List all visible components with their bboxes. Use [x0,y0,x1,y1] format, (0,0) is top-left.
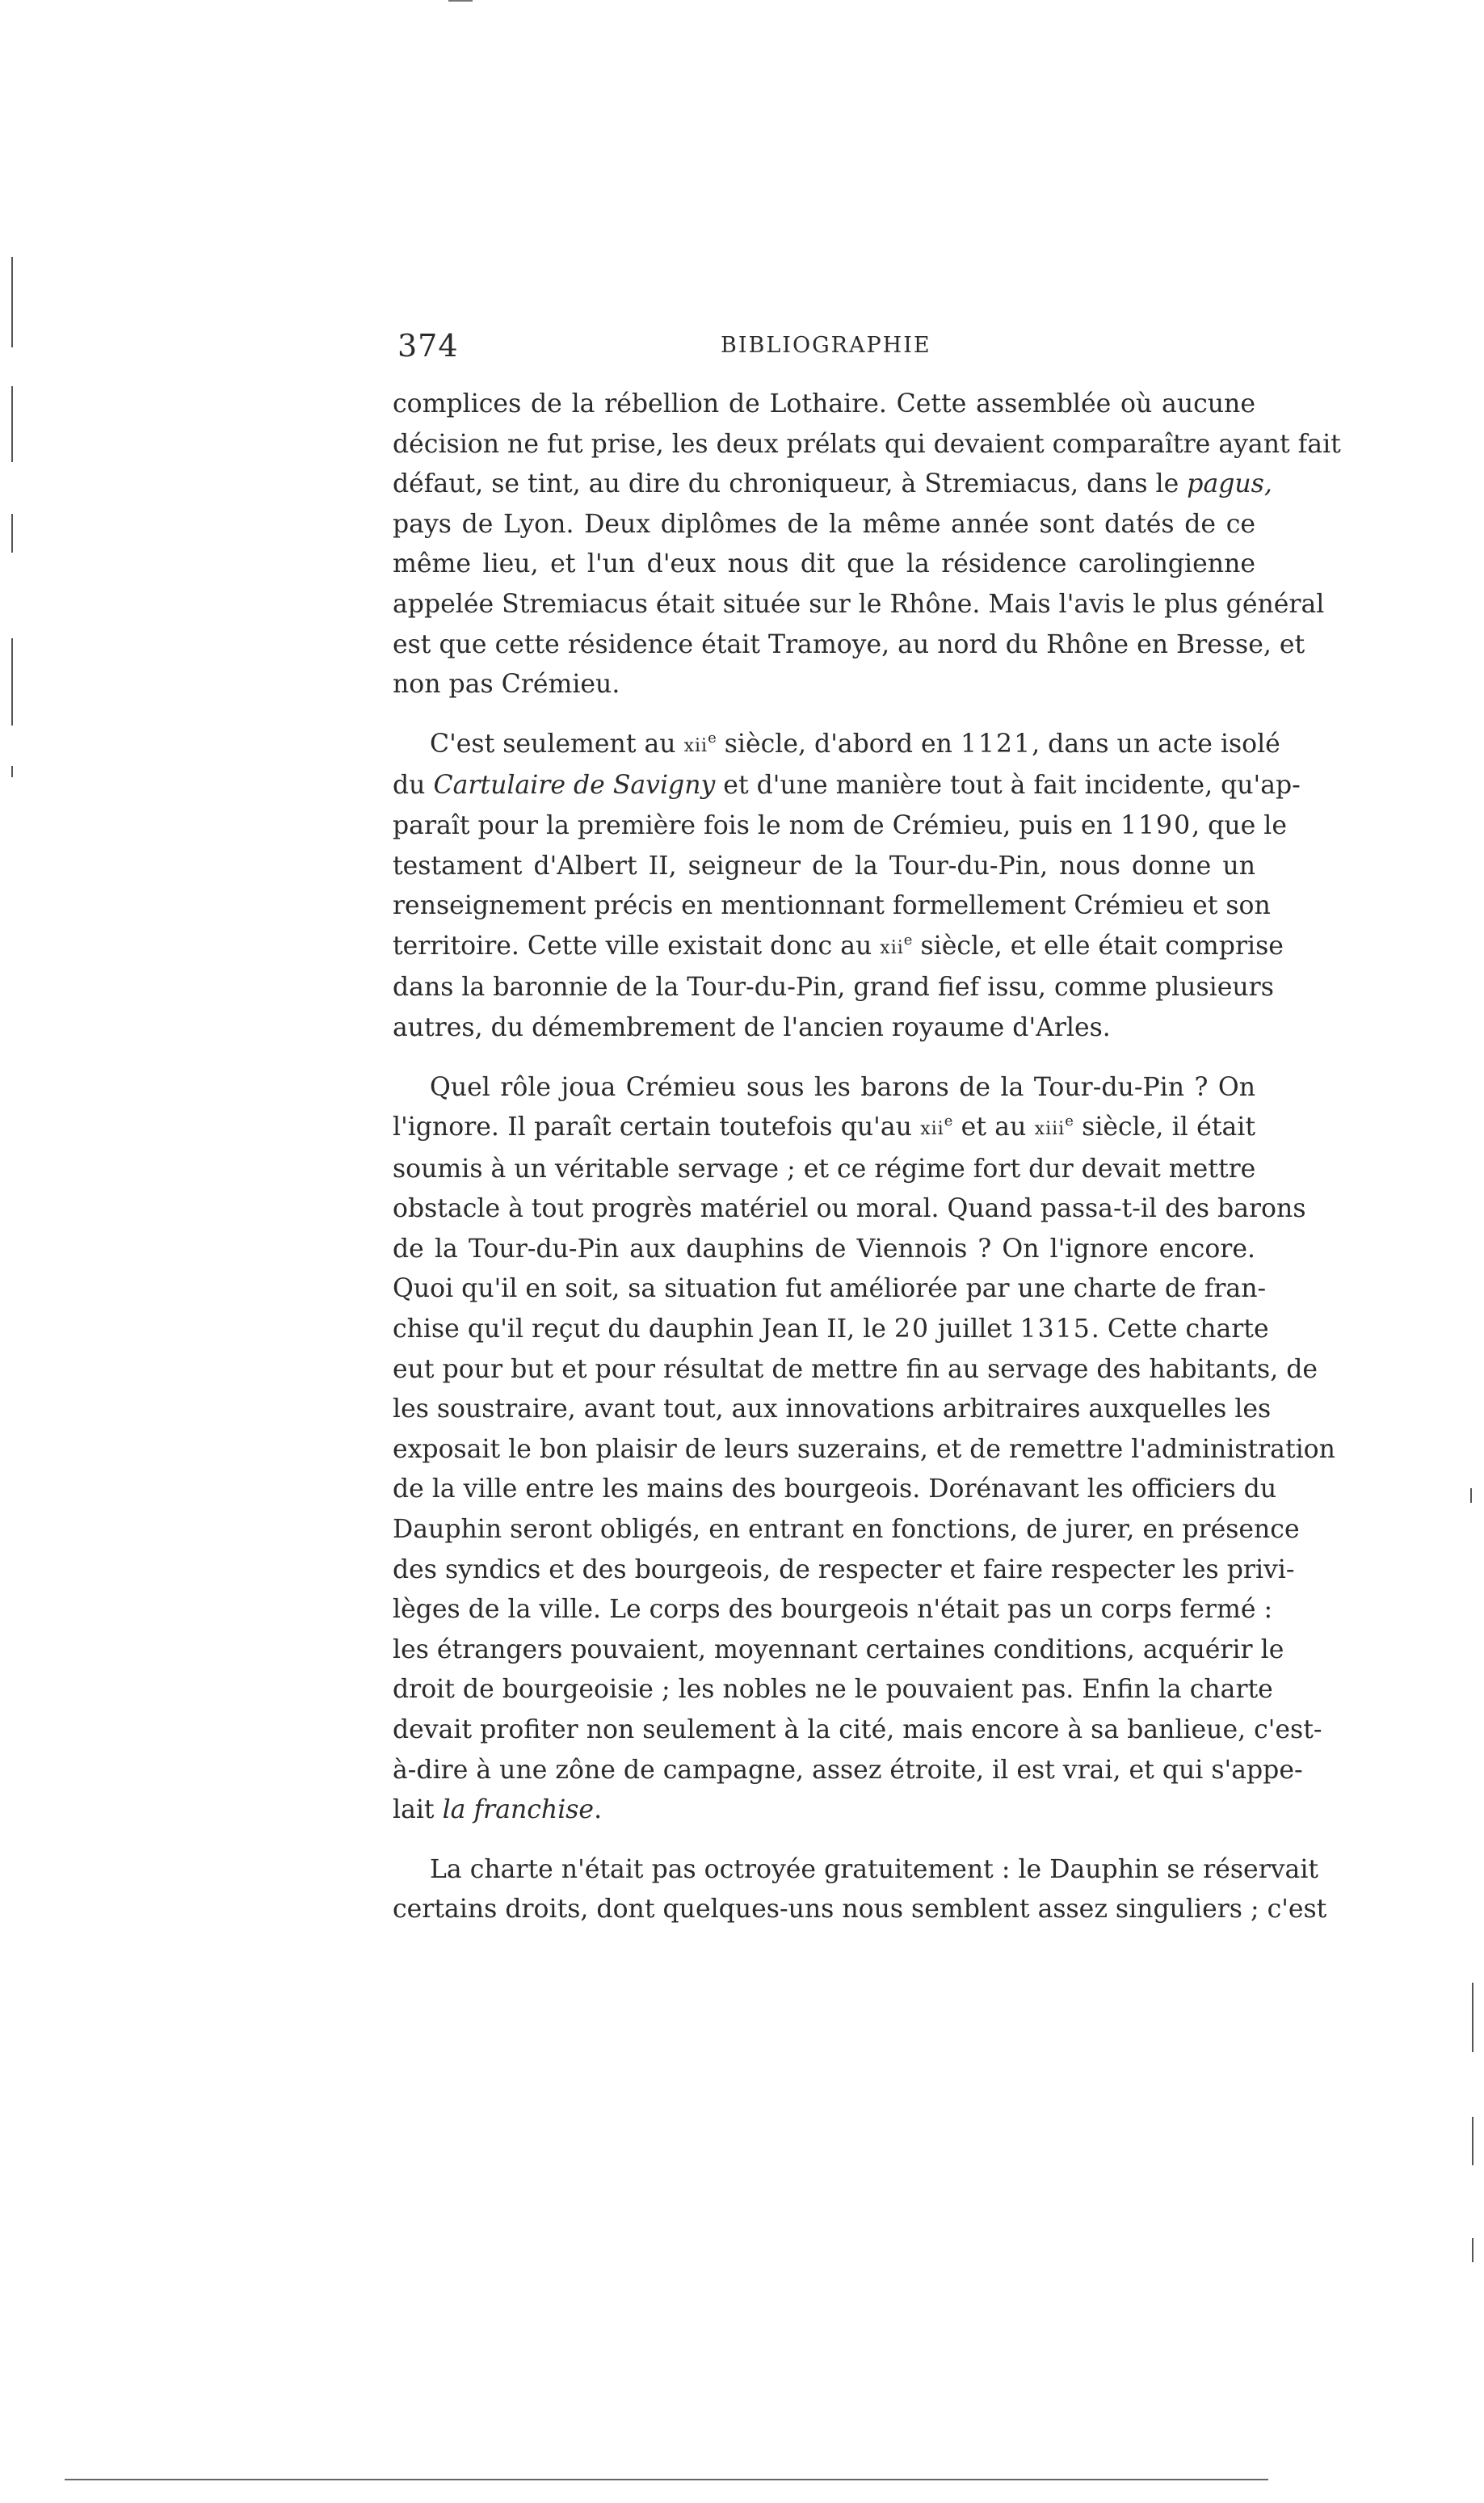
year: 1121 [960,729,1032,759]
superscript: e [1065,1113,1074,1130]
text-line: Quel rôle joua Crémieu sous les barons de la Tour-du-Pin ? On [430,1072,1255,1102]
italic-term: pagus, [1187,469,1272,499]
text-line: complices de la rébellion de Lothaire. Cette assemblée où aucune [393,389,1255,419]
margin-mark [11,766,13,777]
text-run: chise qu'il reçut du dauphin Jean II, le [393,1315,894,1344]
page-header [397,323,1270,372]
text-line: de la Tour-du-Pin aux dauphins de Viennois ? On l'ignore encore. [393,1234,1255,1264]
text-line: est que cette résidence était Tramoye, au nord du Rhône en Bresse, et [393,629,1305,659]
italic-title: Cartulaire de Savigny [433,771,716,801]
margin-mark [1472,2117,1473,2165]
text-run: siècle, d'abord en [716,729,961,759]
text-line: Dauphin seront obligés, en entrant en fonctions, de jurer, en présence [393,1515,1300,1545]
text-line: eut pour but et pour résultat de mettre fin au servage des habitants, de [393,1354,1318,1384]
text-line: les étrangers pouvaient, moyennant certaines conditions, acquérir le [393,1634,1284,1664]
text-line [393,806,1287,847]
text-line: droit de bourgeoisie ; les nobles ne le pouvaient pas. Enfin la charte [393,1675,1273,1705]
text-run: siècle, et elle était comprise [912,931,1284,961]
text-line: même lieu, et l'un d'eux nous dit que la résidence carolingienne [393,549,1255,579]
text-run: . Cette charte [1091,1315,1269,1344]
margin-mark [11,257,13,347]
text-line: des syndics et des bourgeois, de respecter et faire respecter les privi- [393,1554,1295,1584]
text-line: devait profiter non seulement à la cité, mais encore à sa banlieue, c'est- [393,1715,1322,1744]
text-run: du [393,771,434,801]
text-line: dans la baronnie de la Tour-du-Pin, grand fief issu, comme plusieurs [393,973,1274,1003]
text-line: certains droits, dont quelques-uns nous semblent assez singuliers ; c'est [393,1895,1327,1925]
text-run: siècle, il était [1073,1113,1255,1142]
body-text [393,385,1341,1930]
text-line [393,725,1280,767]
superscript: e [708,729,717,747]
text-line: non pas Crémieu. [393,670,620,700]
margin-mark [11,638,13,726]
scan-bottom-rule [65,2479,1268,2480]
text-run: défaut, se tint, au dire du chroniqueur, à Stremiacus, dans le [393,469,1188,499]
century-numeral: xii [880,937,904,958]
text-run: . [594,1795,603,1825]
margin-mark [11,514,13,553]
text-line [393,1108,1255,1150]
text-line [393,766,1301,806]
page-number: 374 [397,328,459,364]
text-run: paraît pour la première fois le nom de Crémieu, puis en [393,810,1120,840]
superscript: e [944,1113,953,1130]
paragraph [393,385,1341,705]
text-line: renseignement précis en mentionnant formellement Crémieu et son [393,891,1271,921]
text-run: territoire. Cette ville existait donc au [393,931,881,961]
text-line [393,927,1284,969]
text-line [393,465,1272,505]
day: 20 [893,1315,931,1344]
year: 1315 [1019,1315,1091,1344]
year: 1190 [1120,810,1192,840]
superscript: e [903,931,913,949]
century-numeral: xii [920,1119,944,1140]
italic-term: la franchise [442,1795,595,1825]
text-line: testament d'Albert II, seigneur de la Tour-du-Pin, nous donne un [393,851,1255,881]
running-title: BIBLIOGRAPHIE [721,333,931,358]
text-run: l'ignore. Il paraît certain toutefois qu'au [393,1113,921,1142]
text-line: lèges de la ville. Le corps des bourgeois n'était pas un corps fermé : [393,1595,1273,1625]
text-run: , dans un acte isolé [1032,729,1280,759]
text-line: Quoi qu'il en soit, sa situation fut améliorée par une charte de fran- [393,1274,1267,1304]
text-line: décision ne fut prise, les deux prélats qui devaient comparaître ayant fait [393,429,1341,459]
text-run: lait [393,1795,443,1825]
margin-mark [1472,1983,1473,2052]
text-run: et au [952,1113,1035,1142]
paragraph [393,1068,1335,1831]
text-line: obstacle à tout progrès matériel ou moral. Quand passa-t-il des barons [393,1194,1306,1224]
century-numeral: xiii [1034,1119,1066,1140]
century-numeral: xii [683,735,708,756]
margin-mark [1472,2238,1473,2262]
text-line: à-dire à une zône de campagne, assez étroite, il est vrai, et qui s'appe- [393,1755,1303,1785]
text-run: juillet [930,1315,1020,1344]
text-line: soumis à un véritable servage ; et ce régime fort dur devait mettre [393,1154,1256,1184]
text-run: C'est seulement au [430,729,684,759]
text-line [393,1310,1269,1350]
margin-mark [1470,1488,1472,1503]
text-line: pays de Lyon. Deux diplômes de la même année sont datés de ce [393,509,1255,539]
text-line: autres, du démembrement de l'ancien royaume d'Arles. [393,1012,1111,1042]
paragraph [393,1850,1327,1930]
text-line: La charte n'était pas octroyée gratuitement : le Dauphin se réservait [430,1854,1319,1884]
text-line: de la ville entre les mains des bourgeois. Dorénavant les officiers du [393,1474,1277,1504]
text-run: et d'une manière tout à fait incidente, qu'ap- [715,771,1301,801]
scan-top-rule [448,0,473,2]
margin-mark [11,386,13,462]
text-line [393,1790,1255,1831]
text-run: , que le [1192,810,1287,840]
text-line: les soustraire, avant tout, aux innovations arbitraires auxquelles les [393,1395,1272,1424]
text-line: exposait le bon plaisir de leurs suzerains, et de remettre l'administration [393,1434,1335,1464]
text-line: appelée Stremiacus était située sur le Rhône. Mais l'avis le plus général [393,589,1325,619]
paragraph [393,725,1301,1049]
